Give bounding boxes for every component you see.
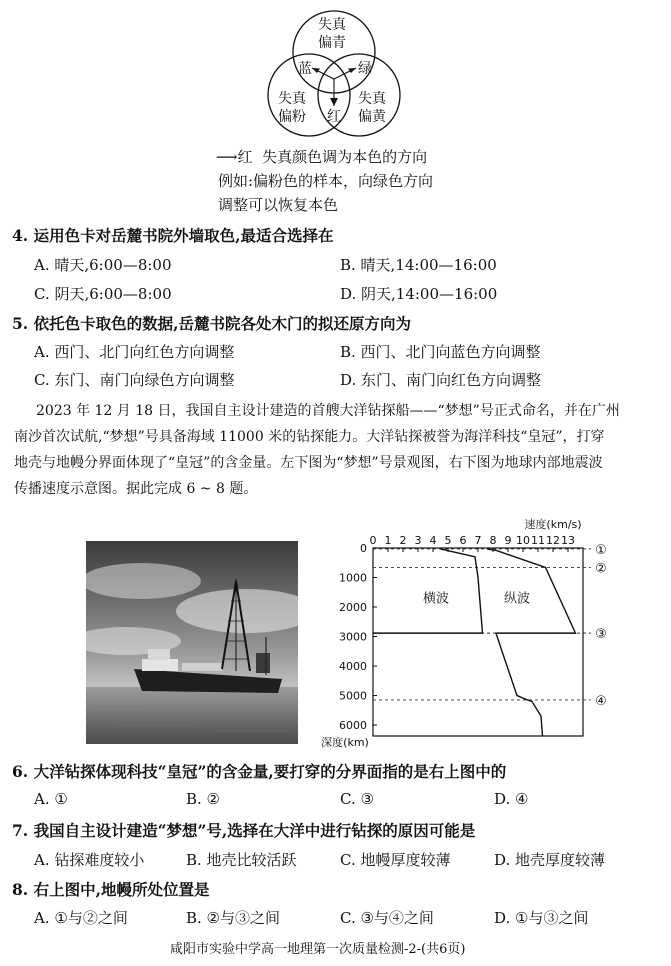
- y-tick-label: 5000: [339, 689, 367, 703]
- x-tick-label: 13: [561, 534, 575, 547]
- q7-option-a: A. 钻探难度较小: [34, 851, 145, 869]
- x-tick-label: 9: [504, 534, 512, 547]
- q4-option-b: B. 晴天,14:00—16:00: [340, 256, 497, 274]
- q4-option-c: C. 阴天,6:00—8:00: [34, 285, 172, 303]
- q6-option-a: A. ①: [34, 790, 68, 808]
- x-tick-label: 5: [444, 534, 452, 547]
- venn-green-label: 绿: [358, 61, 372, 77]
- q8-option-c: C. ③与④之间: [340, 909, 434, 927]
- q8-option-a: A. ①与②之间: [34, 909, 128, 927]
- y-tick-label: 3000: [339, 630, 367, 644]
- series-p-wave-line: [487, 549, 576, 736]
- series-label-s-wave: 横波: [422, 591, 450, 607]
- x-tick-label: 1: [384, 534, 392, 547]
- venn-left-label: 失真 偏粉: [278, 91, 306, 125]
- q5-option-a: A. 西门、北门向红色方向调整: [34, 343, 235, 361]
- q5-option-c: C. 东门、南门向绿色方向调整: [34, 371, 235, 389]
- q7-option-b: B. 地壳比较活跃: [186, 851, 297, 869]
- q8-option-b: B. ②与③之间: [186, 909, 281, 927]
- q7-option-d: D. 地壳厚度较薄: [494, 851, 606, 869]
- x-tick-label: 10: [516, 534, 530, 547]
- seismic-wave-chart: [300, 514, 630, 754]
- legend-arrow-icon: ⟶: [216, 148, 238, 166]
- venn-red-label: 红: [327, 109, 341, 125]
- y-tick-label: 2000: [339, 601, 367, 615]
- x-tick-label: 4: [429, 534, 437, 547]
- legend-line-2: 例如:偏粉色的样本，向绿色方向: [218, 172, 434, 190]
- page-footer: 咸阳市实验中学高一地理第一次质量检测-2-(共6页): [170, 942, 466, 957]
- q5-stem: 5. 依托色卡取色的数据,岳麓书院各处木门的拟还原方向为: [12, 314, 411, 333]
- y-tick-label: 1000: [339, 571, 367, 585]
- x-tick-label: 0: [369, 534, 377, 547]
- boundary-label: ①: [595, 542, 607, 558]
- boundary-label: ②: [595, 561, 607, 577]
- x-tick-label: 3: [414, 534, 422, 547]
- q8-stem: 8. 右上图中,地幔所处位置是: [12, 880, 210, 899]
- q6-stem: 6. 大洋钻探体现科技“皇冠”的含金量,要打穿的分界面指的是右上图中的: [12, 762, 507, 781]
- passage-line-4: 传播速度示意图。据此完成 6 ~ 8 题。: [14, 481, 258, 497]
- series-label-p-wave: 纵波: [503, 591, 531, 607]
- q7-option-c: C. 地幔厚度较薄: [340, 851, 451, 869]
- passage-line-1: 2023 年 12 月 18 日，我国自主设计建造的首艘大洋钻探船——“梦想”号正式命名，并在广州: [36, 403, 620, 419]
- sea: [86, 687, 298, 744]
- x-tick-label: 8: [489, 534, 497, 547]
- passage-line-3: 地壳与地幔分界面体现了“皇冠”的含金量。左下图为“梦想”号景观图，右下图为地球内部地震波: [14, 455, 603, 471]
- x-tick-label: 6: [459, 534, 467, 547]
- q5-option-d: D. 东门、南门向红色方向调整: [340, 371, 542, 389]
- y-tick-label: 6000: [339, 719, 367, 733]
- legend-line-3: 调整可以恢复本色: [218, 196, 339, 214]
- q8-option-d: D. ①与③之间: [494, 909, 589, 927]
- q6-option-b: B. ②: [186, 790, 221, 808]
- legend-line-1: ⟶红 失真颜色调为本色的方向: [216, 148, 428, 166]
- x-tick-label: 11: [531, 534, 545, 547]
- x-tick-label: 12: [546, 534, 560, 547]
- x-tick-label: 2: [399, 534, 407, 547]
- q5-option-b: B. 西门、北门向蓝色方向调整: [340, 343, 541, 361]
- x-axis-label: 速度(km/s): [524, 518, 582, 531]
- y-tick-label: 0: [360, 542, 367, 555]
- passage-line-2: 南沙首次试航,“梦想”号具备海域 11000 米的钻探能力。大洋钻探被誉为海洋科技“皇冠”，打穿: [14, 429, 605, 445]
- drillship-photo: [86, 541, 298, 744]
- venn-top-label: 失真 偏青: [318, 17, 346, 51]
- venn-right-label: 失真 偏黄: [358, 91, 386, 125]
- boundary-label: ③: [595, 627, 607, 643]
- x-tick-label: 7: [474, 534, 482, 547]
- q7-stem: 7. 我国自主设计建造“梦想”号,选择在大洋中进行钻探的原因可能是: [12, 821, 476, 840]
- q4-option-a: A. 晴天,6:00—8:00: [34, 256, 172, 274]
- y-tick-label: 4000: [339, 660, 367, 674]
- boundary-label: ④: [595, 693, 607, 709]
- q6-option-c: C. ③: [340, 790, 374, 808]
- venn-blue-label: 蓝: [298, 61, 312, 77]
- q4-option-d: D. 阴天,14:00—16:00: [340, 285, 498, 303]
- q6-option-d: D. ④: [494, 790, 529, 808]
- y-axis-label: 深度(km): [321, 736, 369, 749]
- q4-stem: 4. 运用色卡对岳麓书院外墙取色,最适合选择在: [12, 226, 334, 245]
